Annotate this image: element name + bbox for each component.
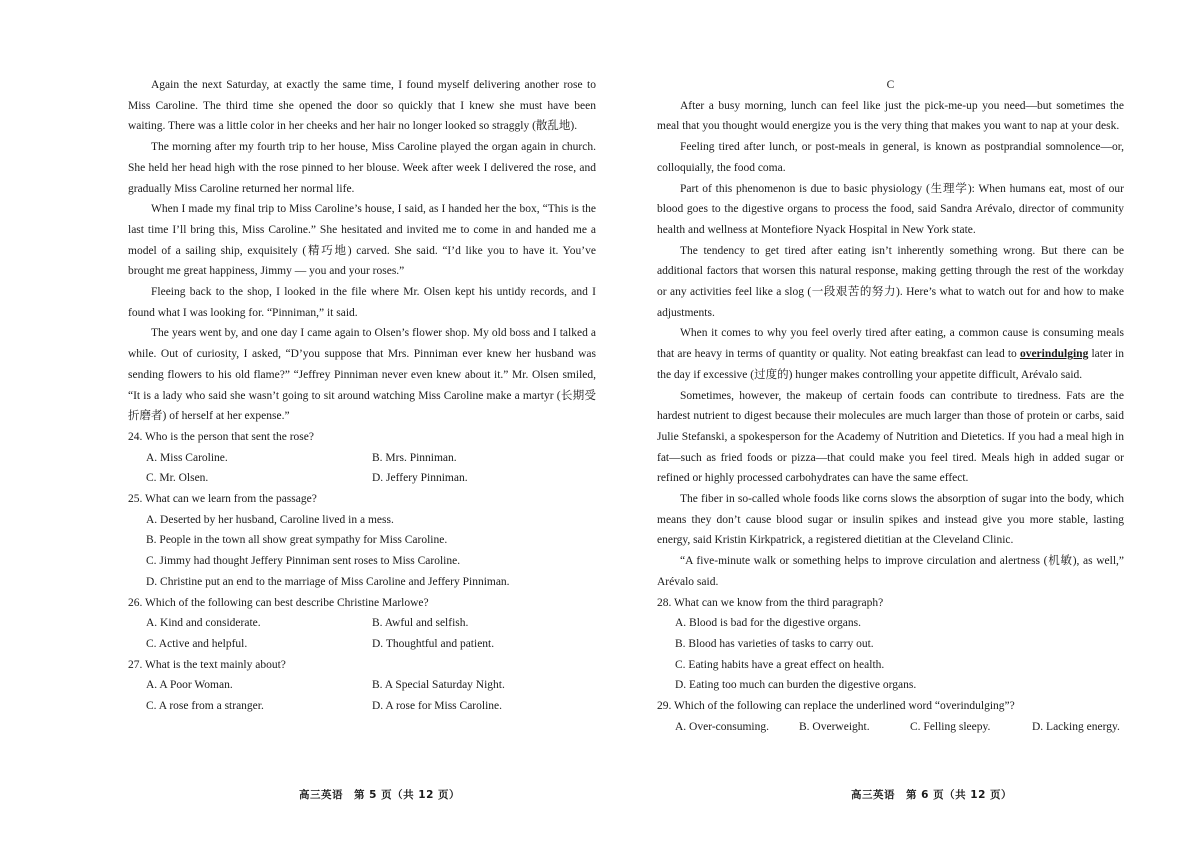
question-28 — [657, 593, 1124, 697]
paragraph-text: When it comes to why you feel overly tired after eating, a common cause is consuming meals that are heavy in terms of quantity or quality. Not eating breakfast can lead to — [657, 327, 1124, 361]
passage-paragraph: When I made my final trip to Miss Caroline’s house, I said, as I handed her the box, “This is the last time I’ll bring this, Miss Caroline.” She hesitated and invited me to come in and handed me a model of a sailing ship, exquisitely (精巧地) carved. She said. “I’d like you to have it. You’ve brought me great happiness, Jimmy — you and your roses.” — [128, 203, 596, 278]
page-5-column — [128, 75, 596, 717]
option-d: D. Christine put an end to the marriage of Miss Caroline and Jeffery Pinniman. — [146, 575, 510, 588]
option-c: C. Felling sleepy. — [910, 720, 991, 733]
option-a: A. Miss Caroline. — [146, 451, 228, 464]
passage-paragraph: Sometimes, however, the makeup of certain foods can contribute to tiredness. Fats are the hardest nutrient to digest because their molecules are much larger than those of protein or carbs, said Julie Stefanski, a spokesperson for the Academy of Nutrition and Dietetics. If you had a meal high in fat—such as fried foods or pizza—that could make you feel tired. Meals high in added sugar or refined or highly processed carbohydrates can have the same effect. — [657, 389, 1124, 485]
option-b: B. Blood has varieties of tasks to carry out. — [675, 637, 874, 650]
question-options — [657, 613, 1124, 696]
passage-paragraph — [657, 323, 1124, 385]
paragraph-text: later in the day if excessive (过度的) hunger makes controlling your appetite difficult, Arévalo said. — [657, 348, 1124, 381]
question-options — [128, 613, 596, 654]
passage-paragraph: Part of this phenomenon is due to basic physiology (生理学): When humans eat, most of our blood goes to the digestive organs to process the food, said Sandra Arévalo, director of community health and wellness at Montefiore Nyack Hospital in New York state. — [657, 182, 1124, 236]
option-b: B. Awful and selfish. — [372, 617, 469, 630]
option-d: D. Lacking energy. — [1032, 720, 1120, 733]
page-6-column — [657, 75, 1124, 738]
passage-paragraph: The fiber in so-called whole foods like corns slows the absorption of sugar into the body, which means they don’t cause blood sugar or insulin spikes and instead give you more stable, lasting energy, said Kristin Kirkpatrick, a registered dietitian at the Cleveland Clinic. — [657, 493, 1124, 547]
question-24 — [128, 427, 596, 489]
option-a: A. Over-consuming. — [675, 720, 769, 733]
passage-paragraph: The morning after my fourth trip to her house, Miss Caroline played the organ again in church. She held her head high with the rose pinned to her blouse. Week after week I delivered the rose, and gradually Miss Caroline returned her normal life. — [128, 141, 596, 195]
question-stem: 25. What can we learn from the passage? — [128, 493, 317, 506]
page-footer-5: 高三英语 第 5 页（共 12 页） — [299, 789, 461, 801]
question-27 — [128, 655, 596, 717]
question-options — [128, 448, 596, 489]
passage-paragraph: “A five-minute walk or something helps to improve circulation and alertness (机敏), as well,” Arévalo said. — [657, 555, 1124, 588]
option-a: A. Deserted by her husband, Caroline lived in a mess. — [146, 513, 394, 526]
option-b: B. People in the town all show great sympathy for Miss Caroline. — [146, 534, 448, 547]
page-footer-6: 高三英语 第 6 页（共 12 页） — [851, 789, 1013, 801]
question-options — [128, 510, 596, 593]
option-c: C. Eating habits have a great effect on health. — [675, 658, 885, 671]
underlined-word: overindulging — [1019, 348, 1089, 361]
question-stem: 27. What is the text mainly about? — [128, 658, 286, 671]
question-29 — [657, 696, 1124, 737]
option-d: D. A rose for Miss Caroline. — [372, 700, 503, 713]
question-stem: 28. What can we know from the third paragraph? — [657, 596, 884, 609]
passage-paragraph: Again the next Saturday, at exactly the same time, I found myself delivering another rose to Miss Caroline. The third time she opened the door so quickly that I knew she must have been waiting. There was a little color in her cheeks and her hair no longer looked so straggly (散乱地). — [128, 79, 596, 133]
question-25 — [128, 489, 596, 593]
option-a: A. Kind and considerate. — [146, 617, 261, 630]
option-d: D. Thoughtful and patient. — [372, 637, 495, 650]
passage-paragraph: The tendency to get tired after eating isn’t inherently something wrong. But there can be additional factors that worsen this natural response, making getting through the rest of the workday or any activities feel like a slog (一段艰苦的努力). Here’s what to watch out for and how to make adjustments. — [657, 244, 1124, 319]
option-b: B. Mrs. Pinniman. — [372, 451, 457, 464]
passage-paragraph: Fleeing back to the shop, I looked in the file where Mr. Olsen kept his untidy records, and I found what I was looking for. “Pinniman,” it said. — [128, 286, 596, 319]
option-d: D. Eating too much can burden the digestive organs. — [675, 679, 917, 692]
option-c: C. Mr. Olsen. — [146, 472, 209, 485]
option-b: B. A Special Saturday Night. — [372, 679, 505, 692]
option-a: A. A Poor Woman. — [146, 679, 233, 692]
question-stem: 24. Who is the person that sent the rose? — [128, 430, 314, 443]
question-stem: 29. Which of the following can replace the underlined word “overindulging”? — [657, 700, 1015, 713]
option-a: A. Blood is bad for the digestive organs. — [675, 617, 861, 630]
passage-paragraph: The years went by, and one day I came again to Olsen’s flower shop. My old boss and I talked a while. Out of curiosity, I asked, “D’you suppose that Mrs. Pinniman ever knew her husband was sending flowers to his old flame?” “Jeffrey Pinniman never even knew about it.” Mr. Olsen smiled, “It is a lady who said she wasn’t going to sit around watching Miss Caroline make a martyr (长期受折磨者) of herself at her expense.” — [128, 327, 596, 423]
section-label: C — [886, 79, 895, 91]
option-d: D. Jeffery Pinniman. — [372, 472, 468, 485]
option-c: C. Active and helpful. — [146, 637, 248, 650]
question-options — [128, 675, 596, 716]
option-c: C. A rose from a stranger. — [146, 700, 264, 713]
option-b: B. Overweight. — [799, 720, 870, 733]
question-stem: 26. Which of the following can best describe Christine Marlowe? — [128, 596, 429, 609]
question-options — [657, 717, 1124, 738]
question-26 — [128, 593, 596, 655]
passage-paragraph: Feeling tired after lunch, or post-meals in general, is known as postprandial somnolence—or, colloquially, the food coma. — [657, 141, 1124, 174]
passage-paragraph: After a busy morning, lunch can feel like just the pick-me-up you need—but sometimes the meal that you thought would energize you is the very thing that makes you want to nap at your desk. — [657, 99, 1124, 133]
option-c: C. Jimmy had thought Jeffery Pinniman sent roses to Miss Caroline. — [146, 555, 461, 568]
